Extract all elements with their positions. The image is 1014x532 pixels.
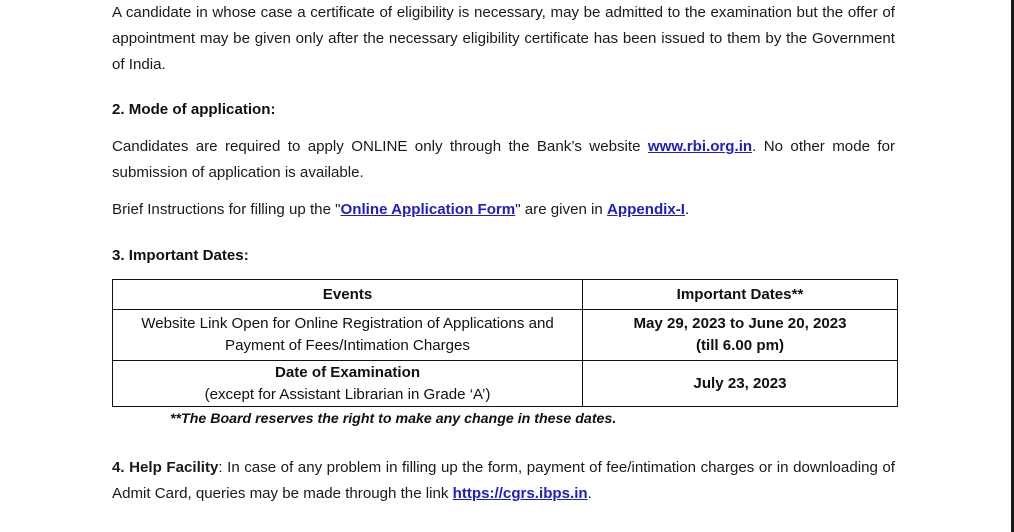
instructions-text-middle: " are given in xyxy=(515,200,607,218)
date-line-2: (till 6.00 pm) xyxy=(695,337,785,355)
spacer xyxy=(112,223,895,243)
date-line-1: May 29, 2023 to June 20, 2023 xyxy=(633,315,847,333)
section-3-title: . Important Dates: xyxy=(120,246,249,264)
spacer xyxy=(112,186,895,197)
cell-date-examination xyxy=(583,361,898,407)
cell-date-registration xyxy=(583,310,898,361)
paragraph-eligibility: A candidate in whose case a certificate of eligibility is necessary, may be admitted to the examination but the offer of appointment may be given only after the necessary eligibility certificate has been issued to them by the Government of India. xyxy=(112,4,895,73)
help-text-after: . xyxy=(587,485,592,503)
link-cgrs-ibps[interactable]: https://cgrs.ibps.in xyxy=(452,485,588,503)
link-rbi-website[interactable]: www.rbi.org.in xyxy=(647,138,753,156)
mode-text-after: . No other mode for submission of application is available. xyxy=(112,138,895,181)
link-online-application-form[interactable]: Online Application Form xyxy=(340,200,516,218)
mode-text-before: Candidates are required to apply ONLINE only through the Bank’s website xyxy=(112,138,648,156)
cell-event-examination xyxy=(113,361,583,407)
date-line-1: July 23, 2023 xyxy=(693,374,787,392)
section-2-heading: 2. Mode of application: xyxy=(112,101,276,119)
event-line-2: (except for Assistant Librarian in Grade ‘A’) xyxy=(204,385,491,403)
section-3-number: 3 xyxy=(112,246,121,264)
spacer xyxy=(112,430,895,455)
section-2-paragraph xyxy=(112,134,895,186)
section-4-paragraph xyxy=(112,455,895,507)
spacer xyxy=(112,77,895,97)
event-line-1: Website Link Open for Online Registration of Applications and xyxy=(141,315,554,333)
column-header-events: Events xyxy=(113,280,583,310)
section-4-heading: 4. Help Facility xyxy=(112,459,219,477)
spacer xyxy=(112,123,895,134)
help-text-before: : In case of any problem in filling up the form, payment of fee/intimation charges or in downloading of Admit Card, queries may be made through the link xyxy=(112,459,895,503)
important-dates-table xyxy=(112,279,898,407)
instructions-text-after: . xyxy=(684,200,690,218)
instructions-text-before: Brief Instructions for filling up the " xyxy=(112,200,341,218)
brief-instructions-paragraph xyxy=(112,197,895,223)
spacer xyxy=(112,268,895,279)
document-content xyxy=(112,0,895,507)
event-line-2: Payment of Fees/Intimation Charges xyxy=(225,337,470,355)
table-row xyxy=(113,310,898,361)
table-header-row xyxy=(113,280,898,310)
table-footnote: **The Board reserves the right to make any change in these dates. xyxy=(170,411,617,428)
column-header-important-dates: Important Dates** xyxy=(583,280,898,310)
cell-event-registration xyxy=(113,310,583,361)
table-body xyxy=(113,310,898,407)
table-header xyxy=(113,280,898,310)
section-3-heading xyxy=(112,243,895,269)
link-appendix-i[interactable]: Appendix-I xyxy=(607,200,685,218)
table-row xyxy=(113,361,898,407)
event-line-1: Date of Examination xyxy=(274,363,421,381)
